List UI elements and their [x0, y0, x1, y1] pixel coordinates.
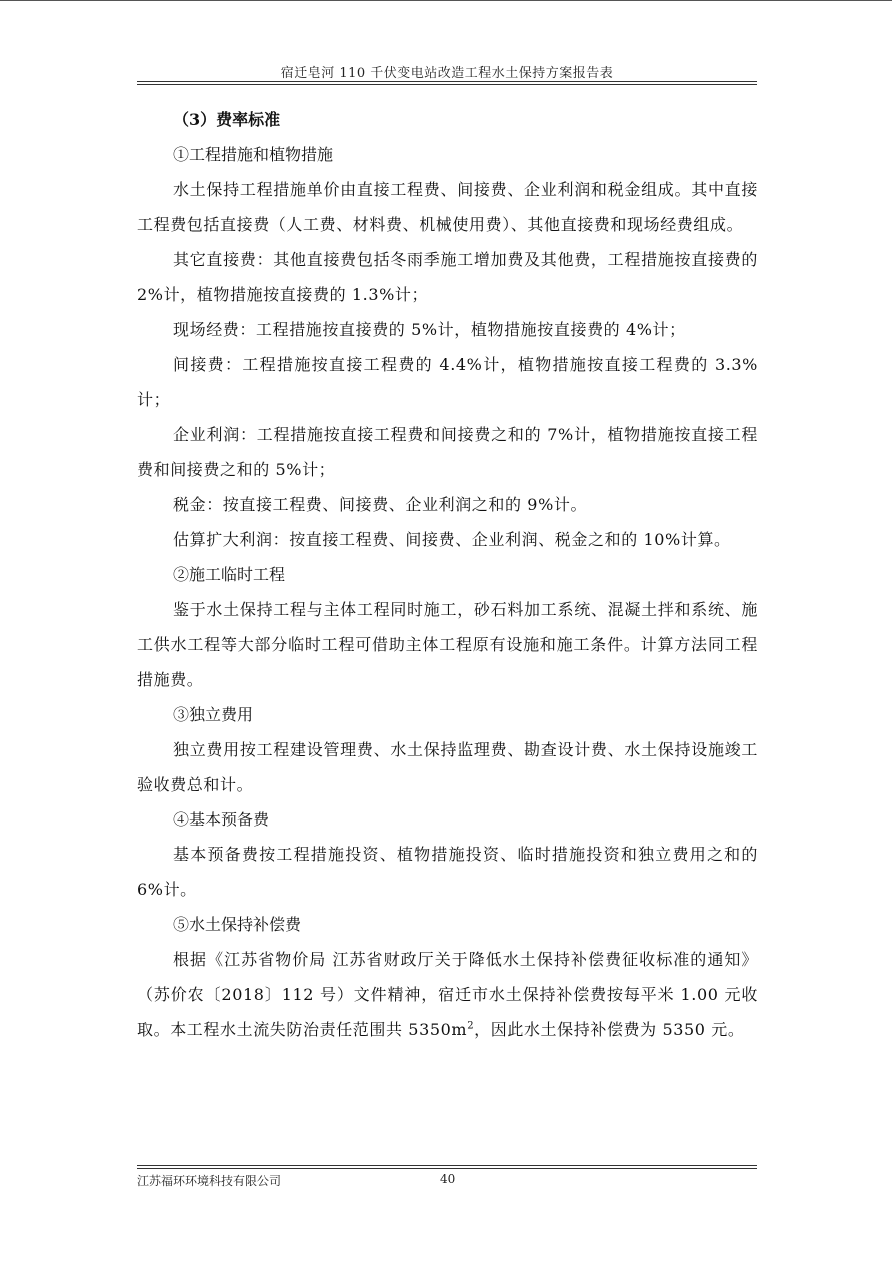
subsection-title-3: ③独立费用 — [173, 705, 254, 724]
subsection-title-5: ⑤水土保持补偿费 — [173, 915, 302, 934]
page-header-title: 宿迁皂河 110 千伏变电站改造工程水土保持方案报告表 — [280, 66, 614, 81]
paragraph-independent-cost: 独立费用按工程建设管理费、水土保持监理费、勘查设计费、水土保持设施竣工验收费总和计。 — [137, 740, 758, 794]
footer-company-name: 江苏福环环境科技有限公司 — [137, 1174, 282, 1188]
paragraph-extended-profit: 估算扩大利润：按直接工程费、间接费、企业利润、税金之和的 10%计算。 — [173, 530, 731, 549]
superscript-2: 2 — [467, 1020, 475, 1032]
footer-rule — [137, 1165, 757, 1166]
paragraph-other-direct-cost: 其它直接费：其他直接费包括冬雨季施工增加费及其他费，工程措施按直接费的 2%计，植物措施按直接费的 1.3%计； — [137, 250, 758, 304]
compensation-text-b: ，因此水土保持补偿费为 5350 元。 — [474, 1020, 745, 1039]
paragraph-tax: 税金：按直接工程费、间接费、企业利润之和的 9%计。 — [173, 495, 588, 514]
document-body — [137, 103, 758, 1047]
subsection-title-1: ①工程措施和植物措施 — [173, 145, 334, 164]
footer-rule — [137, 1168, 757, 1169]
section-heading: （3）费率标准 — [173, 110, 281, 129]
subsection-title-4: ④基本预备费 — [173, 810, 270, 829]
compensation-text-a: 根据《江苏省物价局 江苏省财政厅关于降低水土保持补偿费征收标准的通知》（苏价农〔2018〕112 号）文件精神，宿迁市水土保持补偿费按每平米 1.00 元收取。本工程水土流失防治责任范围共 5350m — [137, 950, 758, 1039]
paragraph-temporary-works: 鉴于水土保持工程与主体工程同时施工，砂石料加工系统、混凝土拌和系统、施工供水工程等大部分临时工程可借助主体工程原有设施和施工条件。计算方法同工程措施费。 — [137, 600, 758, 689]
paragraph-compensation-fee — [137, 942, 758, 1047]
paragraph-site-cost: 现场经费：工程措施按直接费的 5%计，植物措施按直接费的 4%计； — [173, 320, 686, 339]
paragraph-indirect-cost: 间接费：工程措施按直接工程费的 4.4%计，植物措施按直接工程费的 3.3%计； — [137, 355, 758, 409]
header-rule — [137, 84, 757, 85]
paragraph-composition: 水土保持工程措施单价由直接工程费、间接费、企业利润和税金组成。其中直接工程费包括直接费（人工费、材料费、机械使用费）、其他直接费和现场经费组成。 — [137, 180, 758, 234]
page-number: 40 — [440, 1172, 456, 1186]
header-rule — [137, 81, 757, 82]
subsection-title-2: ②施工临时工程 — [173, 565, 286, 584]
top-border-line — [0, 0, 892, 1]
paragraph-enterprise-profit: 企业利润：工程措施按直接工程费和间接费之和的 7%计，植物措施按直接工程费和间接费之和的 5%计； — [137, 425, 758, 479]
paragraph-basic-reserve: 基本预备费按工程措施投资、植物措施投资、临时措施投资和独立费用之和的 6%计。 — [137, 845, 758, 899]
